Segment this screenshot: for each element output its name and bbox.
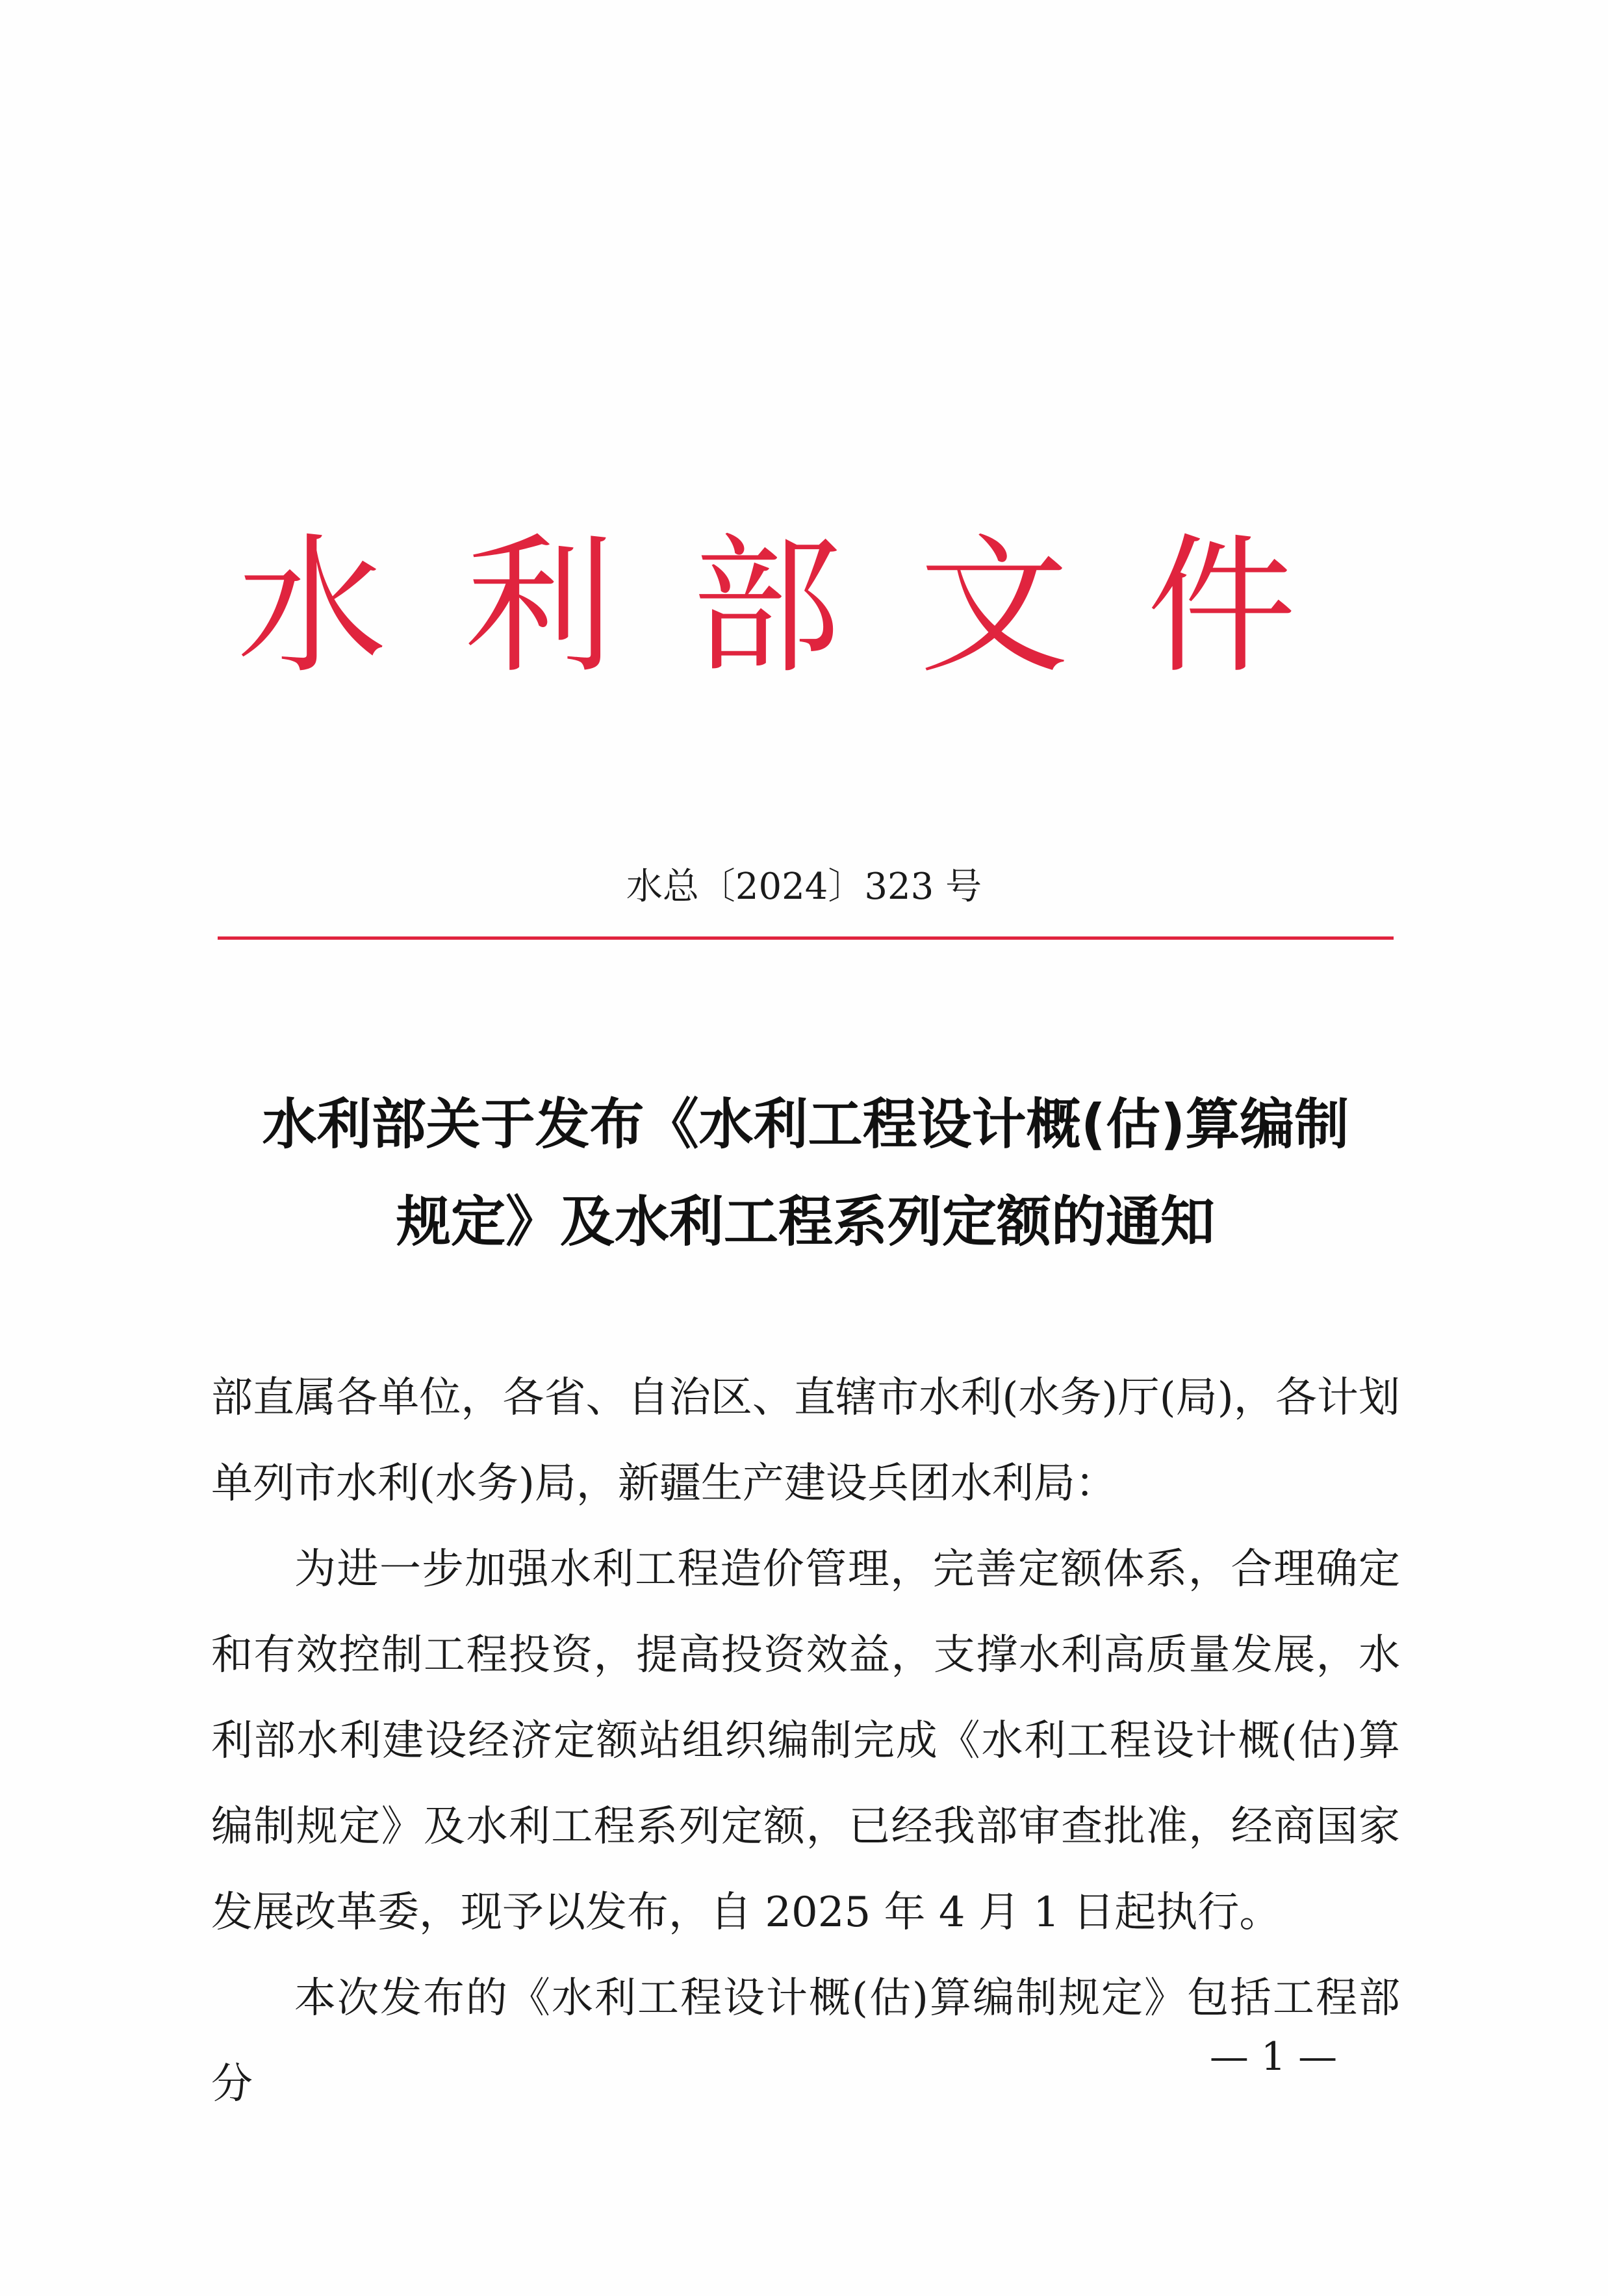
page-number: — 1 — bbox=[1209, 2034, 1338, 2080]
title-line-1: 水利部关于发布《水利工程设计概(估)算编制 bbox=[262, 1092, 1349, 1156]
title-line-2: 规定》及水利工程系列定额的通知 bbox=[396, 1190, 1215, 1254]
red-divider-line bbox=[218, 936, 1394, 940]
document-title bbox=[214, 1076, 1397, 1271]
red-header-title: 水利部文件 bbox=[236, 521, 1374, 694]
addressee-paragraph: 部直属各单位，各省、自治区、直辖市水利(水务)厅(局)，各计划单列市水利(水务)局，新疆生产建设兵团水利局： bbox=[211, 1374, 1400, 1508]
document-body bbox=[211, 1355, 1400, 2127]
document-number: 水总〔2024〕323 号 bbox=[626, 866, 982, 908]
body-paragraph-1: 为进一步加强水利工程造价管理，完善定额体系，合理确定和有效控制工程投资，提高投资效益，支撑水利高质量发展，水利部水利建设经济定额站组织编制完成《水利工程设计概(估)算编制规定》及水利工程系列定额，已经我部审查批准，经商国家发展改革委，现予以发布，自 2025 年 4 月 1 日起执行。 bbox=[211, 1545, 1400, 1937]
body-paragraph-2: 本次发布的《水利工程设计概(估)算编制规定》包括工程部分 bbox=[211, 1974, 1400, 2108]
